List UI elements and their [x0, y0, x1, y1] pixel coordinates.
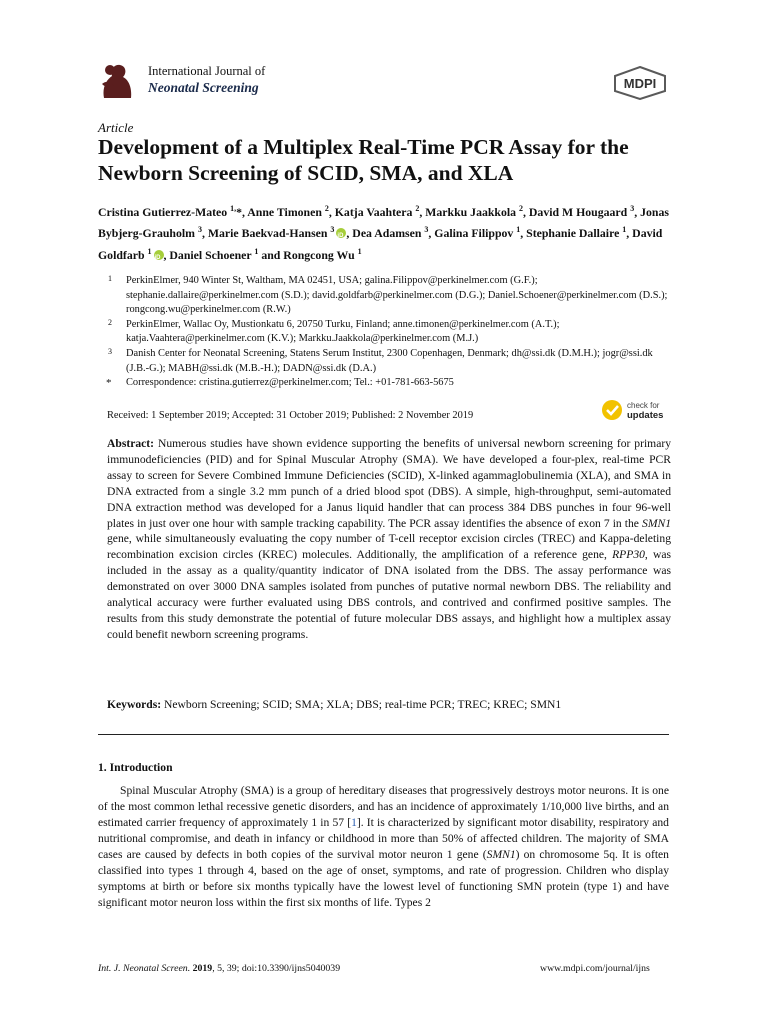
publication-dates: Received: 1 September 2019; Accepted: 31 October 2019; Published: 2 November 2019 — [107, 410, 474, 421]
authors-part2: , Dea Adamsen $^3$, Galina Filippov $^1$, Stephanie Dallaire $^1$, David Goldfarb $^1$ — [98, 225, 663, 262]
abstract-label: Abstract: — [107, 437, 155, 450]
mdpi-logo-text: MDPI — [623, 76, 657, 91]
affiliations — [98, 274, 673, 391]
journal-name-line1: International Journal of — [148, 64, 266, 78]
paper-title: Development of a Multiplex Real-Time PCR Assay for the Newborn Screening of SCID, SMA, and XLA — [98, 135, 629, 185]
footer-citation: Int. J. Neonatal Screen. 2019, 5, 39; doi:10.3390/ijns5040039 — [98, 963, 341, 974]
mdpi-logo-icon — [612, 66, 668, 100]
keywords-label: Keywords: — [107, 698, 162, 711]
article-type: Article — [98, 120, 134, 135]
orcid-icon[interactable] — [336, 228, 346, 238]
affiliation-item: 2 PerkinElmer, Wallac Oy, Mustionkatu 6, 20750 Turku, Finland; anne.timonen@perkinelmer.com (A.T.); katja.Vaahtera@perkinelmer.com (K.V.); Markku.Jaakkola@perkinelmer.com (M.J.) — [108, 317, 560, 345]
footer-url[interactable]: www.mdpi.com/journal/ijns — [540, 963, 650, 974]
section-divider — [98, 734, 669, 735]
affiliation-item: 1 PerkinElmer, 940 Winter St, Waltham, MA 02451, USA; galina.Filippov@perkinelmer.com (G.F.); stephanie.dallaire@perkinelmer.com (S.D.); david.goldfarb@perkinelmer.com (D.G.); Daniel.Schoener@perkinelmer.com (D.S.); rongcong.wu@perkinelmer.com (R.W.) — [108, 274, 668, 316]
check-updates-line1: check for — [627, 401, 660, 410]
keywords: Keywords: Newborn Screening; SCID; SMA; XLA; DBS; real-time PCR; TREC; KREC; SMN1 — [107, 698, 562, 711]
author-list — [98, 200, 673, 264]
authors-part1: Cristina Gutierrez-Mateo $^{1,}$*, Anne Timonen $^2$, Katja Vaahtera $^2$, Markku Jaakkola $^2$, David M Hougaard $^3$, Jonas Bybjerg-Grauholm $^3$, Marie Baekvad-Hansen $^3$ — [98, 204, 669, 241]
citation-link[interactable]: 1 — [351, 816, 357, 829]
journal-logo-icon — [98, 58, 138, 100]
affiliation-item: 3 Danish Center for Neonatal Screening, Statens Serum Institut, 2300 Copenhagen, Denmark; dh@ssi.dk (D.M.H.); jogr@ssi.dk (J.B.-G.); MABH@ssi.dk (M.B.-H.); DADN@ssi.dk (D.A.) — [108, 346, 653, 374]
introduction-paragraph: Spinal Muscular Atrophy (SMA) is a group of hereditary diseases that progressively destroys motor neurons. It is one of the most common lethal recessive genetic disorders, and has an incidence of approximately 1/10,000 live births, and an estimated carrier frequency of approximately 1 in 57 [1]. It is characterized by significant motor disability, respiratory and nutritional compromise, and death in infancy or childhood in more than 50% of affected children. The majority of SMA cases are caused by defects in both copies of the survival motor neuron 1 gene (SMN1) on chromosome 5q. It is often classified into types 1 through 4, based on the age of onset, symptoms, and rate of progression. Children who display symptoms at birth or before six months typically have the lowest level of functioning SMN protein (type 1) and have significant motor neuron loss within the first six months of life. Types 2 — [98, 784, 669, 909]
check-updates-line2: updates — [627, 410, 664, 421]
journal-name-line2: Neonatal Screening — [148, 80, 259, 95]
abstract: Abstract: Numerous studies have shown evidence supporting the benefits of universal newborn screening for primary immunodeficiencies (PID) and for Spinal Muscular Atrophy (SMA). We have developed a four-plex, real-time PCR assay to screen for Severe Combined Immune Deficiencies (SCID), X-linked agammaglobulinemia (XLA), and SMA in DNA extracted from a single 3.2 mm punch of a dried blood spot (DBS). A simple, high-throughput, semi-automated DNA extraction method was developed for a Janus liquid handler that can process 384 DBS punches in four 96-well plates in just over one hour with sample tracking capability. The PCR assay identifies the absence of exon 7 in the SMN1 gene, while simultaneously evaluating the copy number of T-cell receptor excision circles (TREC) and Kappa-deleting recombination excision circles (KREC) molecules. Additionally, the amplification of a reference gene, RPP30, was included in the assay as a quality/quantity indicator of DNA isolated from the DBS. The assay performance was demonstrated on over 3000 DNA samples isolated from punches of putative normal newborn DBS. The reliability and analytical accuracy were further evaluated using DBS controls, and contrived and confirmed positive samples. The results from this study demonstrate the potential of future molecular DBS assays, and highlight how a multiplex assay could benefit newborn screening programs. — [107, 437, 672, 641]
section-heading-introduction: 1. Introduction — [98, 761, 173, 774]
correspondence-item: * Correspondence: cristina.gutierrez@perkinelmer.com; Tel.: +01-781-663-5675 — [106, 377, 454, 390]
authors-part3: , Daniel Schoener $^1$ and Rongcong Wu $^1$ — [163, 246, 362, 262]
orcid-icon[interactable] — [154, 250, 164, 260]
